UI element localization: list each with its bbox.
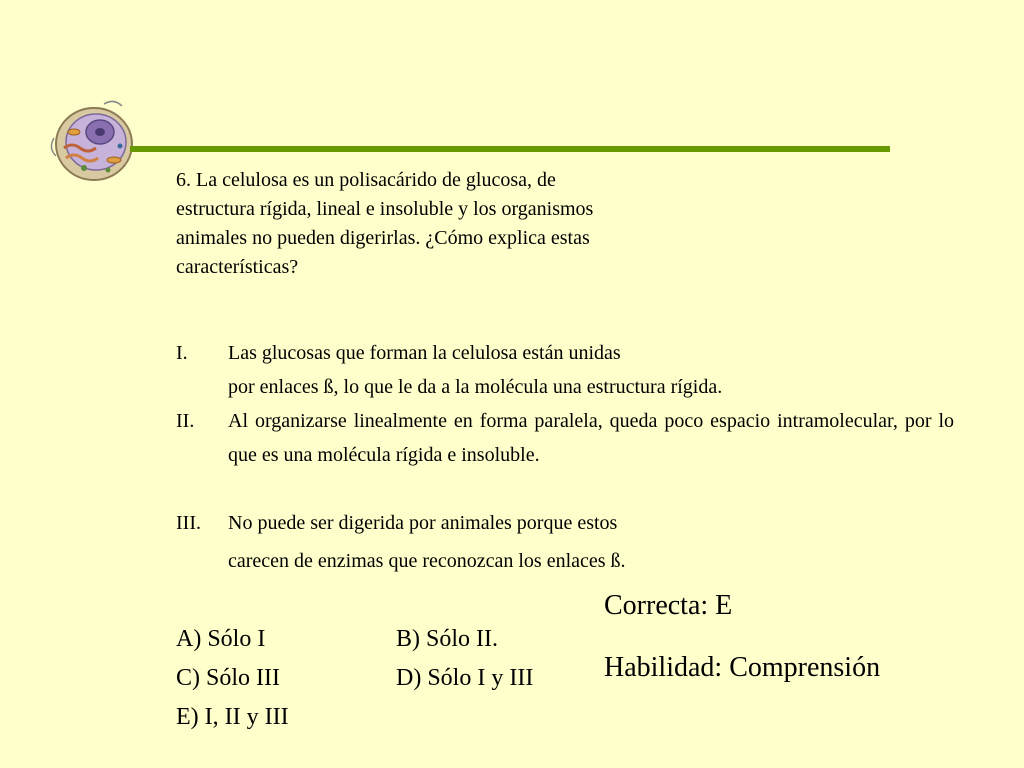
statement-line: No puede ser digerida por animales porque estos <box>228 512 618 534</box>
correct-answer: Correcta: E <box>604 590 733 621</box>
statement-i <box>176 336 954 404</box>
question-line: estructura rígida, lineal e insoluble y los organismos <box>176 198 594 220</box>
statement-line: carecen de enzimas que reconozcan los enlaces ß. <box>228 550 626 572</box>
statement-line: Las glucosas que forman la celulosa están unidas <box>228 342 621 364</box>
statement-body <box>228 336 954 404</box>
statement-iii <box>176 506 954 578</box>
question-text <box>176 166 776 282</box>
top-rule-divider <box>130 146 890 152</box>
option-b: B) Sólo II. <box>396 626 498 652</box>
option-a: A) Sólo I <box>176 626 266 652</box>
option-e: E) I, II y III <box>176 704 289 730</box>
statement-ii <box>176 404 954 472</box>
skill-label: Habilidad: Comprensión <box>604 652 881 683</box>
statement-body <box>228 506 954 578</box>
statement-number: III. <box>176 512 201 534</box>
option-c: C) Sólo III <box>176 665 280 691</box>
question-line: 6. La celulosa es un polisacárido de glucosa, de <box>176 169 556 191</box>
question-line: animales no pueden digerirlas. ¿Cómo explica estas <box>176 227 590 249</box>
option-d: D) Sólo I y III <box>396 665 534 691</box>
question-line: características? <box>176 256 299 278</box>
statement-body: Al organizarse linealmente en forma paralela, queda poco espacio intramolecular, por lo que es una molécula rígida e insoluble. <box>228 410 954 466</box>
statement-number: I. <box>176 342 188 364</box>
cell-illustration-icon <box>44 98 140 190</box>
statement-line: por enlaces ß, lo que le da a la molécula una estructura rígida. <box>228 376 723 398</box>
statement-number: II. <box>176 410 195 432</box>
